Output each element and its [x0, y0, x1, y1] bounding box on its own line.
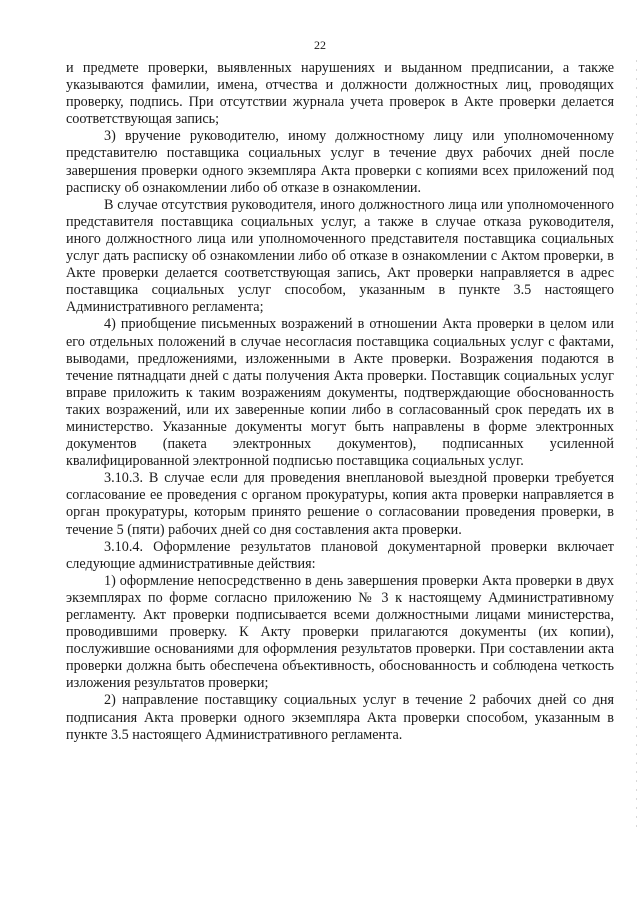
paragraph-item-3: 3) вручение руководителю, иному должностному лицу или уполномоченному представителю поставщика социальных услуг в течение двух рабочих дней после завершения проверки одного экземпляра Акта проверки с копиями всех приложений под расписку об ознакомлении либо об отказе в ознакомлении.	[66, 128, 614, 196]
paragraph-absence-case: В случае отсутствия руководителя, иного должностного лица или уполномоченного представителя поставщика социальных услуг, а также в случае отказа руководителя, иного должностного лица или уполномоченного представителя поставщика социальных услуг дать расписку об ознакомлении либо об отказе в ознакомлении с Актом проверки, в Акте проверки делается соответствующая запись, Акт проверки направляется в адрес поставщика социальных услуг способом, указанным в пункте 3.5 настоящего Административного регламента;	[66, 196, 614, 316]
paragraph-item-1: 1) оформление непосредственно в день завершения проверки Акта проверки в двух экземплярах по форме согласно приложению № 3 к настоящему Административному регламенту. Акт проверки подписывается всеми должностными лицами министерства, проводившими проверку. К Акту проверки прилагаются документы (их копии), послужившие основаниями для оформления результатов проверки. При составлении акта проверки должна быть обеспечена объективность, обоснованность и соблюдена четкость изложения результатов проверки;	[66, 572, 614, 692]
paragraph-3-10-4: 3.10.4. Оформление результатов плановой документарной проверки включает следующие административные действия:	[66, 538, 614, 572]
paragraph-3-10-3: 3.10.3. В случае если для проведения внеплановой выездной проверки требуется согласование ее проведения с органом прокуратуры, копия акта проверки направляется в орган прокуратуры, которым принято решение о согласовании проведения проверки, в течение 5 (пяти) рабочих дней со дня составления акта проверки.	[66, 470, 614, 538]
page-number: 22	[314, 38, 326, 52]
paragraph-item-2: 2) направление поставщику социальных услуг в течение 2 рабочих дней со дня подписания Акта проверки одного экземпляра Акта проверки способом, указанным в пункте 3.5 настоящего Административного регламента.	[66, 692, 614, 743]
document-body	[66, 60, 614, 744]
paragraph-item-4: 4) приобщение письменных возражений в отношении Акта проверки в целом или его отдельных положений в случае несогласия поставщика социальных услуг с фактами, выводами, предложениями, изложенными в Акте проверки. Возражения подаются в течение пятнадцати дней с даты получения Акта проверки. Поставщик социальных услуг вправе приложить к таким возражениям документы, подтверждающие обоснованность таких возражений, или их заверенные копии либо в согласованный срок передать их в министерство. Указанные документы могут быть направлены в форме электронных документов (пакета электронных документов), подписанных усиленной квалифицированной электронной подписью поставщика социальных услуг.	[66, 316, 614, 470]
scan-edge-mark	[636, 60, 637, 830]
paragraph-continued: и предмете проверки, выявленных нарушениях и выданном предписании, а также указываются фамилии, имена, отчества и должности должностных лиц, проводящих проверку, подпись. При отсутствии журнала учета проверок в Акте проверки делается соответствующая запись;	[66, 60, 614, 128]
